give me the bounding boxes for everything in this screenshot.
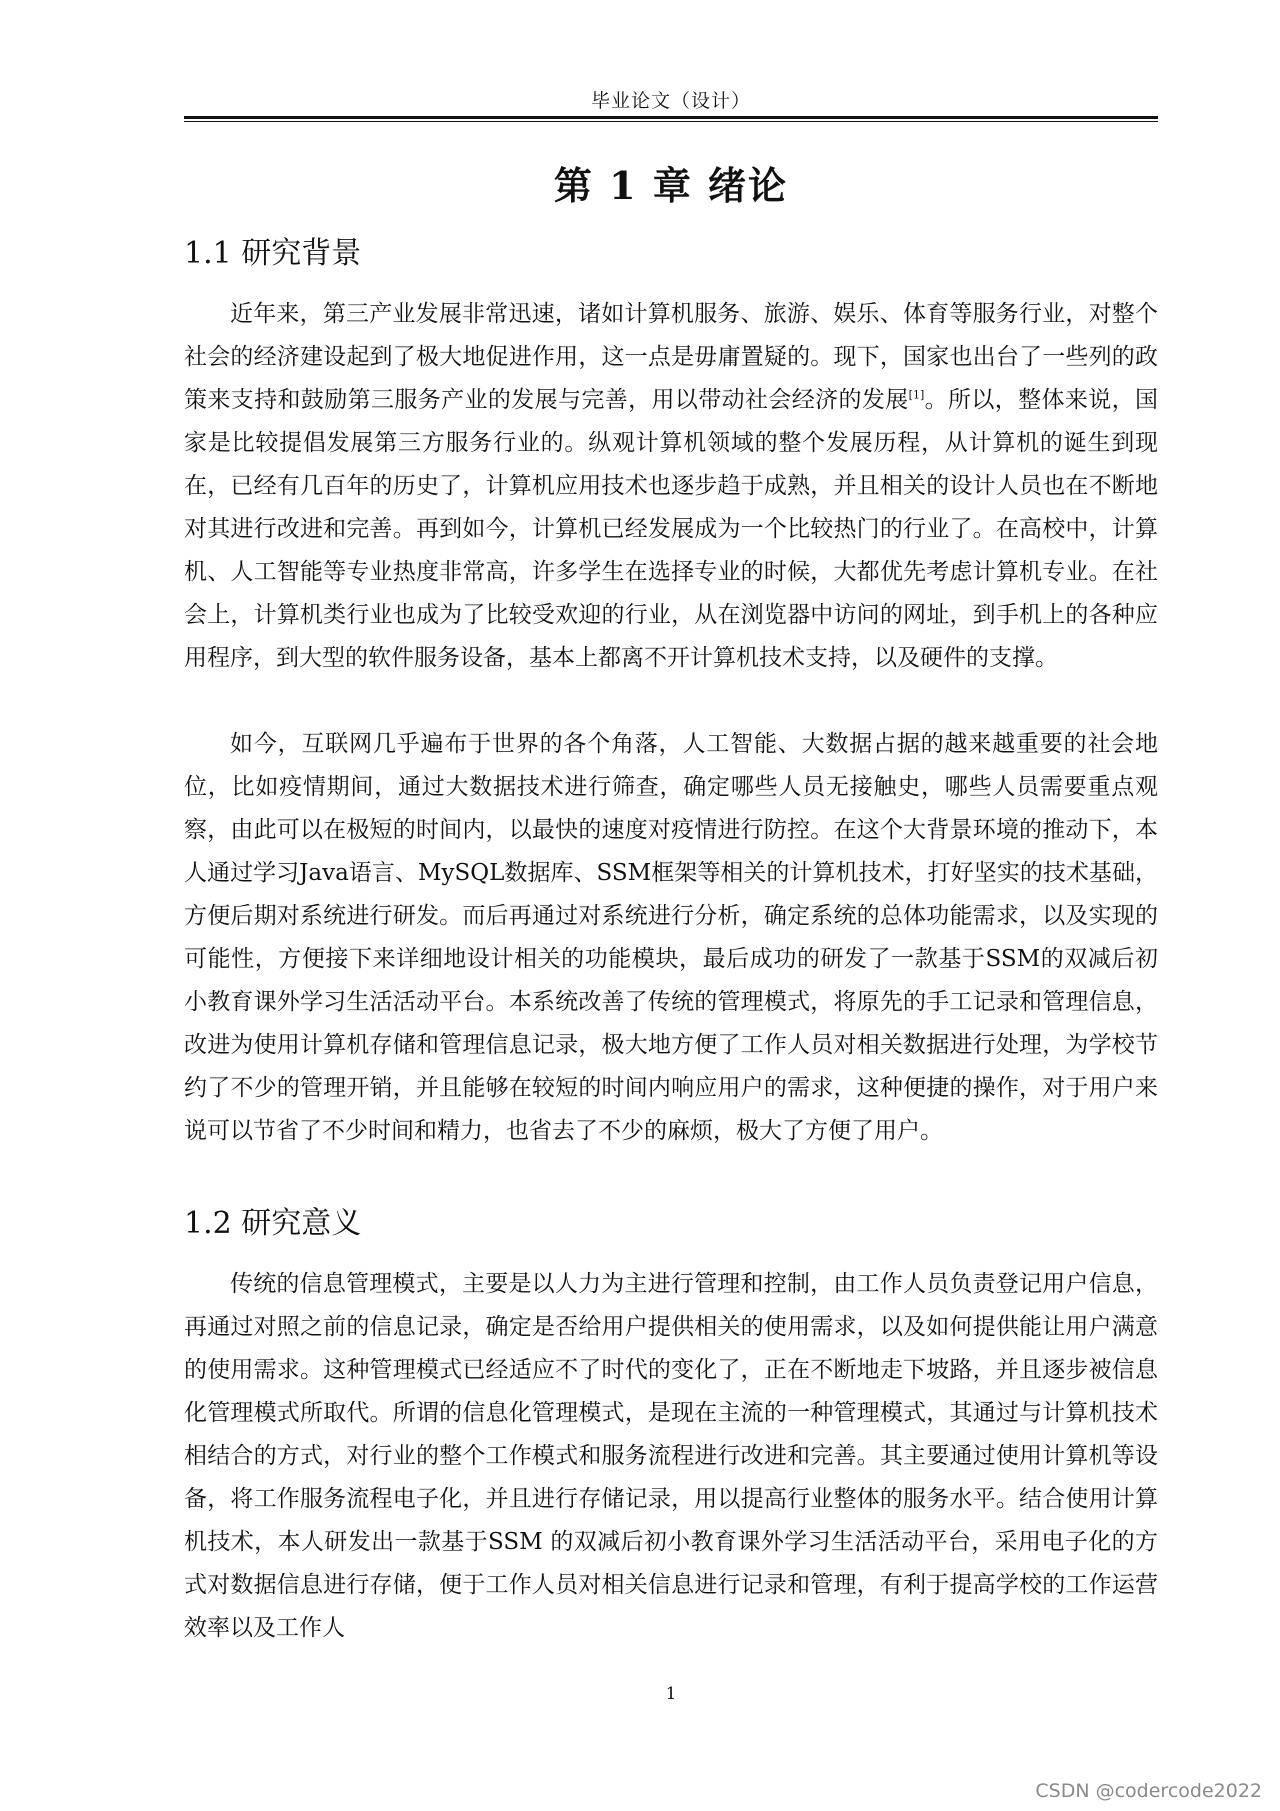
paragraph-significance-1: 传统的信息管理模式，主要是以人力为主进行管理和控制，由工作人员负责登记用户信息，再通过对照之前的信息记录，确定是否给用户提供相关的使用需求，以及如何提供能让用户满意的使用需求。这种管理模式已经适应不了时代的变化了，正在不断地走下坡路，并且逐步被信息化管理模式所取代。所谓的信息化管理模式，是现在主流的一种管理模式，其通过与计算机技术相结合的方式，对行业的整个工作模式和服务流程进行改进和完善。其主要通过使用计算机等设备，将工作服务流程电子化，并且进行存储记录，用以提高行业整体的服务水平。结合使用计算机技术，本人研发出一款基于SSM 的双减后初小教育课外学习生活活动平台，采用电子化的方式对数据信息进行存储，便于工作人员对相关信息进行记录和管理，有利于提高学校的工作运营效率以及工作人 [184,1271,1158,1641]
paragraph-background-1 [184,293,1158,680]
paragraph-text: 。所以，整体来说，国家是比较提倡发展第三方服务行业的。纵观计算机领域的整个发展历程，从计算机的诞生到现在，已经有几百年的历史了，计算机应用技术也逐步趋于成熟，并且相关的设计人员也在不断地对其进行改进和完善。再到如今，计算机已经发展成为一个比较热门的行业了。在高校中，计算机、人工智能等专业热度非常高，许多学生在选择专业的时候，大都优先考虑计算机专业。在社会上，计算机类行业也成为了比较受欢迎的行业，从在浏览器中访问的网址，到手机上的各种应用程序，到大型的软件服务设备，基本上都离不开计算机技术支持，以及硬件的支撑。 [184,387,1159,671]
running-header: 毕业论文（设计） [590,90,751,112]
header-rule-thick [184,116,1158,119]
citation-marker: [1] [908,388,925,402]
chapter-title: 第 1 章 绪论 [553,163,789,208]
paragraph-background-2: 如今，互联网几乎遍布于世界的各个角落，人工智能、大数据占据的越来越重要的社会地位，比如疫情期间，通过大数据技术进行筛查，确定哪些人员无接触史，哪些人员需要重点观察，由此可以在极短的时间内，以最快的速度对疫情进行防控。在这个大背景环境的推动下，本人通过学习Java语言、MySQL数据库、SSM框架等相关的计算机技术，打好坚实的技术基础，方便后期对系统进行研发。而后再通过对系统进行分析，确定系统的总体功能需求，以及实现的可能性，方便接下来详细地设计相关的功能模块，最后成功的研发了一款基于SSM的双减后初小教育课外学习生活活动平台。本系统改善了传统的管理模式，将原先的手工记录和管理信息，改进为使用计算机存储和管理信息记录，极大地方便了工作人员对相关数据进行处理，为学校节约了不少的管理开销，并且能够在较短的时间内响应用户的需求，这种便捷的操作，对于用户来说可以节省了不少时间和精力，也省去了不少的麻烦，极大了方便了用户。 [184,731,1158,1144]
header-rule-thin [184,121,1158,122]
section-heading-research-significance: 1.2 研究意义 [184,1206,362,1241]
watermark: CSDN @codercode2022 [1035,1780,1262,1802]
section-heading-research-background: 1.1 研究背景 [184,236,362,271]
paragraph-text: 近年来，第三产业发展非常迅速，诸如计算机服务、旅游、娱乐、体育等服务行业，对整个社会的经济建设起到了极大地促进作用，这一点是毋庸置疑的。现下，国家也出台了一些列的政策来支持和鼓励第三服务产业的发展与完善，用以带动社会经济的发展 [184,301,1158,413]
page-number: 1 [665,1684,677,1704]
